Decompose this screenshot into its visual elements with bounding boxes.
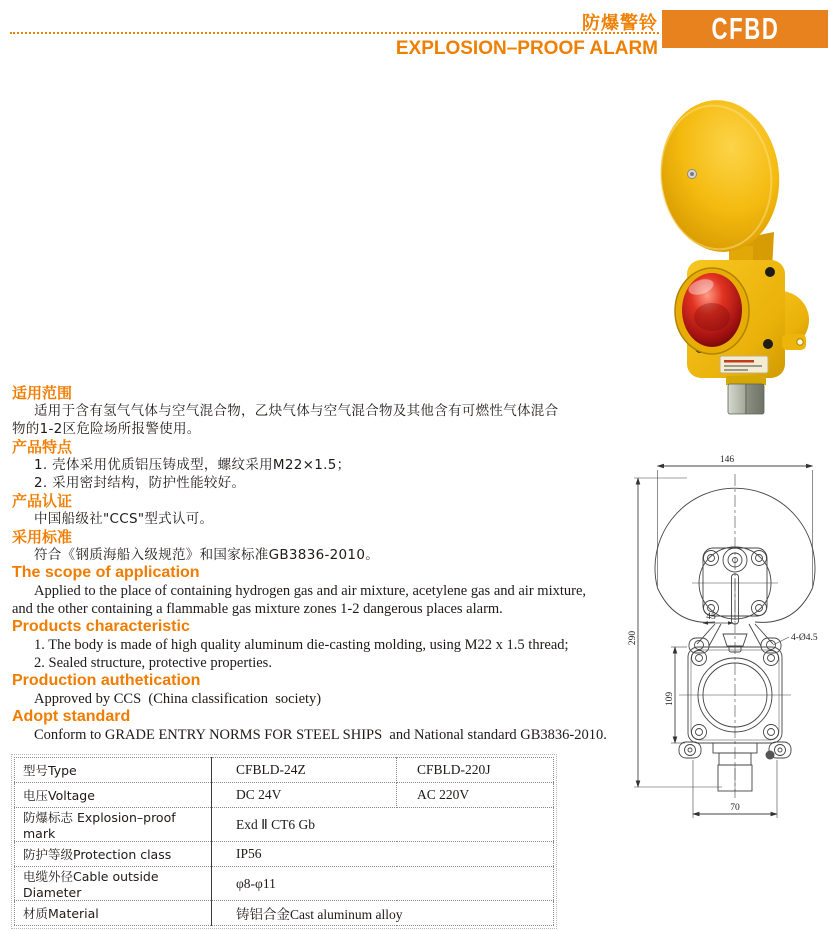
red-dome-lamp [675,268,749,354]
header-divider [10,32,659,34]
text-sections [12,384,656,744]
section-heading: 产品认证 [12,492,73,510]
section-heading: 适用范围 [12,384,73,402]
dim-label-290: 290 [628,630,638,646]
spec-table [14,757,554,926]
row-value-cell: φ8-φ11 [212,867,554,901]
row-value-cell: Exd Ⅱ CT6 Gb [212,808,554,842]
section-line: 物的1-2区危险场所报警使用。 [12,421,201,437]
row-value-cell: DC 24V [212,783,397,808]
row-label-cell: 电缆外径Cable outside Diameter [15,867,212,901]
table-row [15,783,554,808]
section-heading: 产品特点 [12,438,73,456]
model-badge [662,10,828,48]
row-label-cell: 防护等级Protection class [15,842,212,867]
dim-label-146: 146 [719,455,735,465]
table-row [15,842,554,867]
row-label-cell: 电压Voltage [15,783,212,808]
section-line: Applied to the place of containing hydrogen gas and air mixture, acetylene gas and air mixture, [34,583,587,599]
section-line: 符合《钢质海船入级规范》和国家标准GB3836-2010。 [34,547,380,563]
product-photo [632,88,830,418]
section-line: 适用于含有氢气气体与空气混合物，乙炔气体与空气混合物及其他含有可燃性气体混合 [34,403,559,419]
page-title-en: EXPLOSION–PROOF ALARM [395,38,658,59]
dim-label-70: 70 [730,803,740,813]
nameplate [720,356,768,373]
dimension-drawing [627,448,830,831]
model-badge-text: CFBD [710,11,780,46]
dim-label-45: 45 [706,612,716,622]
row-value-cell: CFBLD-24Z [212,758,397,783]
dim-label-109: 109 [665,691,675,707]
row-value-cell: IP56 [212,842,554,867]
page-title-cn: 防爆警铃 [582,13,658,34]
table-row [15,867,554,901]
row-value-cell: 铸铝合金Cast aluminum alloy [212,901,554,926]
section-heading: Production authetication [12,672,201,689]
section-line: 1. The body is made of high quality aluminum die-casting molding, using M22 x 1.5 thread; [34,637,569,653]
section-line: 1. 壳体采用优质铝压铸成型，螺纹采用M22×1.5； [34,457,351,473]
section-line: 2. 采用密封结构，防护性能较好。 [34,475,246,491]
dim-label-holes: 4-Ø4.5 [791,633,818,643]
section-line: Conform to GRADE ENTRY NORMS FOR STEEL SHIPS and National standard GB3836-2010. [34,727,607,743]
bell-screw-center [690,172,694,176]
row-label-cell: 型号Type [15,758,212,783]
row-label-cell: 材质Material [15,901,212,926]
section-heading: Products characteristic [12,618,190,635]
cable-gland [726,376,766,414]
row-value-cell: CFBLD-220J [397,758,554,783]
bell-gong [653,94,786,258]
table-row [15,901,554,926]
section-line: and the other containing a flammable gas mixture zones 1-2 dangerous places alarm. [12,601,503,617]
row-label-cell: 防爆标志 Explosion–proof mark [15,808,212,842]
table-row [15,758,554,783]
section-heading: The scope of application [12,564,200,581]
section-line: Approved by CCS (China classification society) [34,691,322,707]
section-line: 中国船级社"CCS"型式认可。 [34,511,214,527]
row-value-cell: AC 220V [397,783,554,808]
section-heading: 采用标准 [12,528,73,546]
table-row [15,808,554,842]
section-heading: Adopt standard [12,708,131,725]
section-line: 2. Sealed structure, protective properties. [34,655,272,671]
